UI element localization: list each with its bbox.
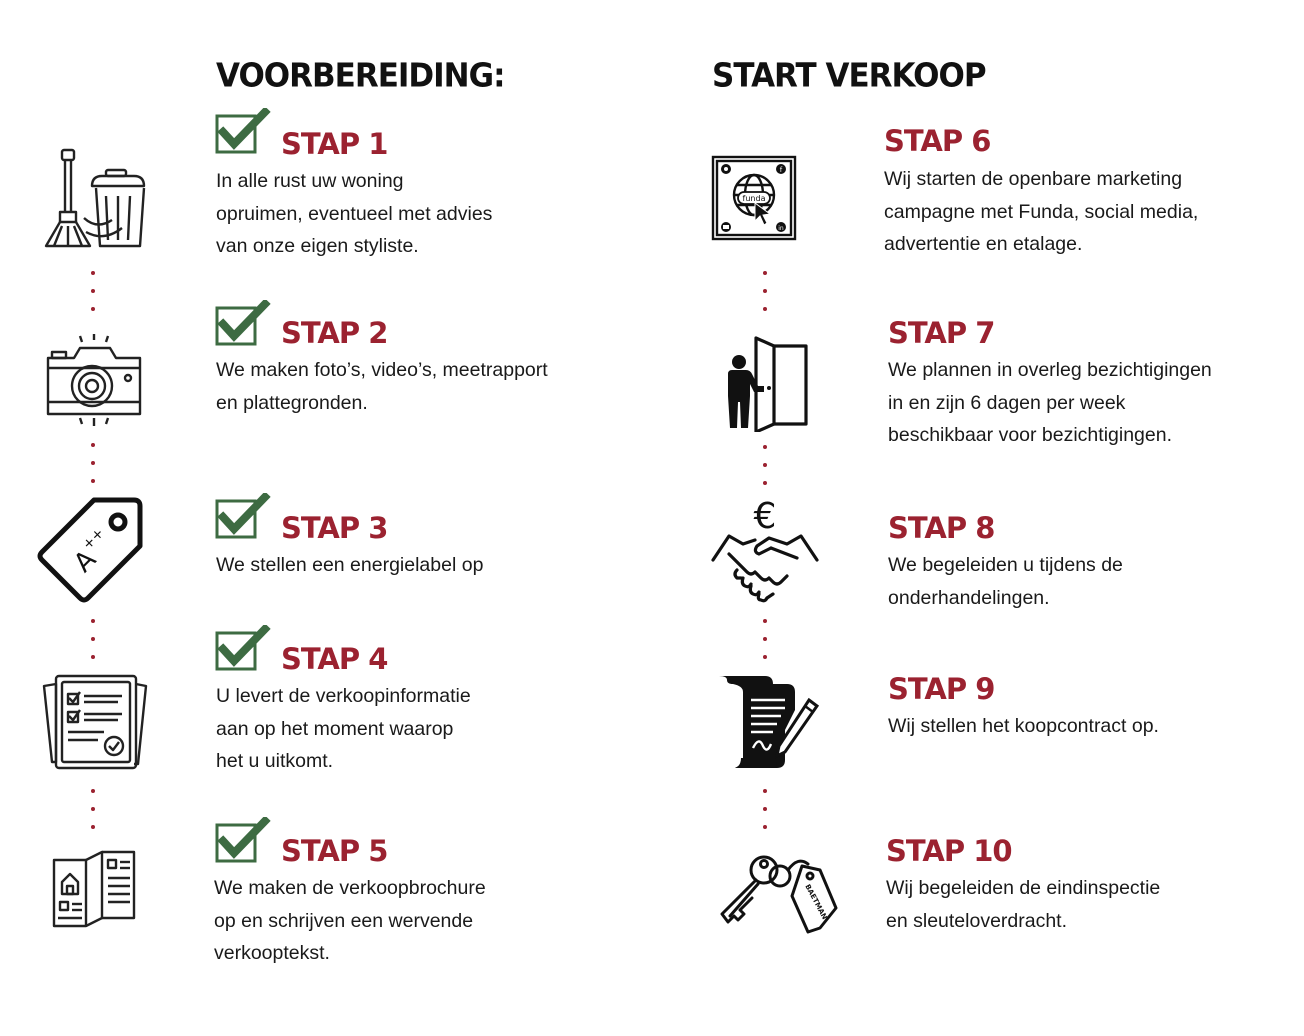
step-8-description: We begeleiden u tijdens de onderhandelingen. <box>888 554 1123 609</box>
svg-text:in: in <box>778 225 784 232</box>
energy-label-icon <box>36 496 144 606</box>
documents-checklist-icon <box>42 672 150 774</box>
step-2-description: We maken foto’s, video’s, meetrapport en plattegronden. <box>216 359 548 414</box>
step-10-description: Wij begeleiden de eindinspectie en sleuteloverdracht. <box>886 877 1161 932</box>
svg-text:BAETMAN: BAETMAN <box>803 883 829 921</box>
step-9-title: STAP 9 <box>888 672 995 706</box>
step-3-title: STAP 3 <box>281 511 388 545</box>
connector-dots <box>90 788 96 832</box>
cleaning-icon <box>42 148 148 252</box>
step-1-title: STAP 1 <box>281 127 388 161</box>
svg-text:funda: funda <box>742 194 766 203</box>
step-4-title: STAP 4 <box>281 642 388 676</box>
camera-icon <box>44 334 144 428</box>
svg-text:f: f <box>779 166 783 174</box>
connector-dots <box>762 788 768 832</box>
svg-text:€: € <box>753 496 777 537</box>
step-7-description: We plannen in overleg bezichtigingen in en zijn 6 dagen per week beschikbaar voor bezichtigingen. <box>888 359 1212 446</box>
step-8-title: STAP 8 <box>888 511 995 545</box>
connector-dots <box>762 618 768 662</box>
connector-dots <box>90 618 96 662</box>
step-5-description: We maken de verkoopbrochure op en schrijven een wervende verkooptekst. <box>214 877 486 964</box>
checkbox-checked-icon <box>215 817 273 865</box>
svg-text:++: ++ <box>79 525 108 554</box>
checkbox-checked-icon <box>215 493 273 541</box>
step-7-title: STAP 7 <box>888 316 995 350</box>
connector-dots <box>762 444 768 488</box>
step-2-title: STAP 2 <box>281 316 388 350</box>
heading-voorbereiding: VOORBEREIDING: <box>216 57 505 95</box>
checkbox-checked-icon <box>215 108 273 156</box>
contract-signing-icon <box>713 672 821 772</box>
connector-dots <box>762 270 768 314</box>
connector-dots <box>90 270 96 314</box>
step-6-description: Wij starten de openbare marketing campagne met Funda, social media, advertentie en etalage. <box>884 168 1199 255</box>
online-marketing-icon <box>711 155 797 241</box>
step-10-title: STAP 10 <box>886 834 1012 868</box>
checkbox-checked-icon <box>215 625 273 673</box>
checkbox-checked-icon <box>215 300 273 348</box>
svg-text:A: A <box>68 544 103 579</box>
step-5-title: STAP 5 <box>281 834 388 868</box>
step-1-description: In alle rust uw woning opruimen, eventueel met advies van onze eigen styliste. <box>216 170 493 257</box>
step-9-description: Wij stellen het koopcontract op. <box>888 715 1159 737</box>
brochure-icon <box>52 850 136 928</box>
viewing-door-icon <box>724 336 810 432</box>
euro-handshake-icon <box>711 494 819 606</box>
step-6-title: STAP 6 <box>884 124 991 158</box>
keys-icon <box>716 852 840 938</box>
step-4-description: U levert de verkoopinformatie aan op het moment waarop het u uitkomt. <box>216 685 471 772</box>
heading-start-verkoop: START VERKOOP <box>712 57 986 95</box>
step-3-description: We stellen een energielabel op <box>216 554 484 576</box>
connector-dots <box>90 442 96 486</box>
